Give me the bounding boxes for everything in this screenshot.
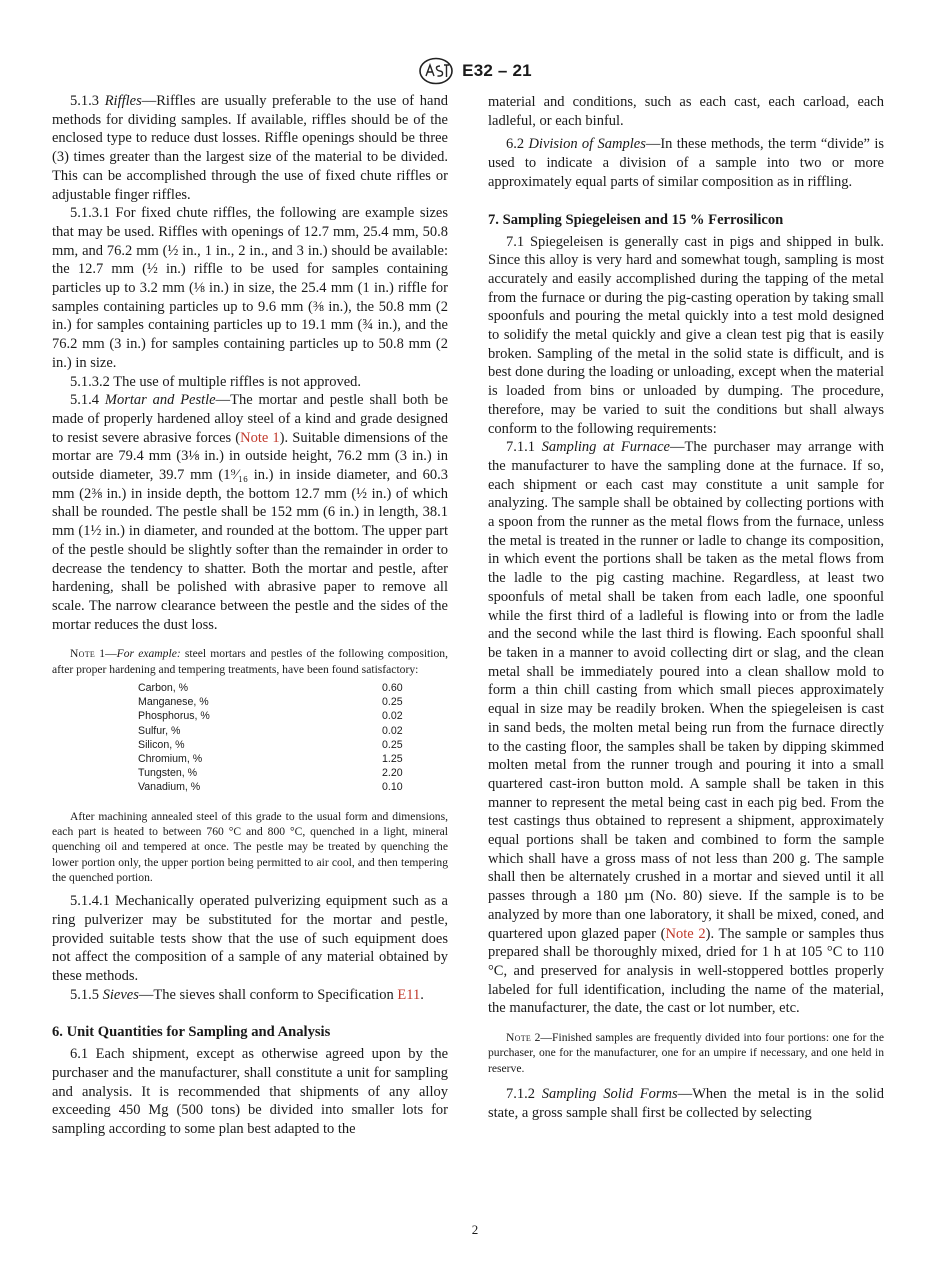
right-column (488, 93, 884, 1122)
table-row: Vanadium, % 0.10 (138, 781, 403, 794)
note-2-link[interactable]: Note 2 (665, 925, 706, 942)
table-row: Carbon, % 0.60 (138, 681, 403, 694)
page-header (0, 56, 950, 86)
section-5-1-4: 5.1.4 Mortar and Pestle—The mortar and pestle shall both be made of properly hardened alloy steel of a kind and grade designed to resist severe abrasive forces (Note 1). Suitable dimensions of the mortar are 79.4 mm (3⅛ in.) in outside height, 76.2 mm (3 in.) in outside diameter, 39.7 mm (1⁹⁄₁₆ in.) in inside diameter, and 60.3 mm (2⅜ in.) in inside depth, the bottom 12.7 mm (½ in.) of which shall be rounded. The pestle shall be 152 mm (6 in.) in length, 38.1 mm (1½ in.) in diameter, and rounded at the bottom. The upper part of the pestle should be slightly softer than the remainder in order to decrease the tendency to shatter. Both the mortar and pestle, after hardening, shall be polished with abrasive paper to remove all scale. The narrow clearance between the pestle and the sides of the mortar reduces the dust loss. (52, 392, 448, 633)
table-row: Manganese, % 0.25 (138, 696, 403, 709)
e11-link[interactable]: E11 (397, 986, 421, 1003)
table-row: Chromium, % 1.25 (138, 753, 403, 765)
note-1: Note 1—For example: steel mortars and pestles of the following composition, after proper hardening and tempering treatments, have been found satisfactory: (52, 647, 448, 676)
table-row: Sulfur, % 0.02 (138, 724, 403, 737)
section-7-1: 7.1 Spiegeleisen is generally cast in pigs and shipped in bulk. Since this alloy is very hard and somewhat tough, sampling is most accurately and easily accomplished during the tapping of the metal from the furnace or during the pig-casting operation by taking small spoonfuls and pouring the metal quickly into a test mold designed to solidify the metal quickly and give a clean test pig that is easily broken. Sampling of the metal in the solid state is difficult, and is best done during the loading or unloading, except when the material is loaded from bins or unloaded by dumping. The procedure, therefore, may be varied to suit the conditions but shall always conform to the following requirements: (488, 233, 884, 437)
section-6-1: 6.1 Each shipment, except as otherwise agreed upon by the purchaser and the manufacturer, shall constitute a unit for sampling and analysis. It is recommended that shipments of any alloy exceeding 450 Mg (500 tons) be divided into smaller lots for sampling according to some plan best adapted to the (52, 1046, 448, 1138)
astm-logo-icon (418, 57, 454, 85)
section-5-1-5: 5.1.5 Sieves—The sieves shall conform to Specification E11. (70, 986, 424, 1003)
section-7-heading: 7. Sampling Spiegeleisen and 15 % Ferrosilicon (488, 211, 784, 228)
table-row: Phosphorus, % 0.02 (138, 710, 403, 723)
section-6-1-continuation: material and conditions, such as each cast, each carload, each ladleful, or each binful. (488, 94, 884, 129)
table-row: Silicon, % 0.25 (138, 738, 403, 751)
section-5-1-3-1: 5.1.3.1 For fixed chute riffles, the following are example sizes that may be used. Riffles with openings of 12.7 mm, 25.4 mm, 50.8 mm, and 76.2 mm (½ in., 1 in., 2 in., and 3 in.) should be available: the 12.7 mm (½ in.) riffle to be used for samples containing particles up to 3.2 mm (⅛ in.) in size, the 25.4 mm (1 in.) riffle for samples containing particles up to 9.6 mm (⅜ in.), the 50.8 mm (2 in.) for samples containing particles up to 19.1 mm (¾ in.), and the 76.2 mm (3 in.) for samples containing particles up to 50.8 mm (2 in.) in size. (52, 205, 448, 371)
section-5-1-3-2: 5.1.3.2 The use of multiple riffles is not approved. (70, 373, 362, 390)
note-2: Note 2—Finished samples are frequently divided into four portions: one for the purchaser, one for the manufacturer, one for an umpire if necessary, and one held in reserve. (488, 1031, 884, 1075)
section-5-1-4-1: 5.1.4.1 Mechanically operated pulverizing equipment such as a ring pulverizer may be substituted for the mortar and pestle, provided suitable tests show that the use of such equipment does not affect the composition of a sample of any material obtained by these methods. (52, 893, 448, 984)
left-column (52, 92, 448, 1139)
section-7-1-1: 7.1.1 Sampling at Furnace—The purchaser may arrange with the manufacturer to have the sampling done at the furnace. If so, each shipment or each cast may constitute a unit sample for analyzing. The sample shall be obtained by collecting portions with a spoon from the runner as the metal flows from the furnace, unless the metal is treated in the runner or ladle to change its composition, in which event the portions shall be taken as the metal flows from the ladle to the pig casting machine. Regardless, at least two spoonfuls of metal shall be taken from each ladle, one spoonful while the first third of a ladleful is flowing into or from the ladle and the second while the last third is flowing. Each spoonful shall be taken in a manner to avoid collecting dirt or slag, and the clean metal shall be immediately poured into a clean shallow mold to form a thin chill casting from which small pieces approximately equal in size may be readily broken. When the spiegeleisen is cast in sand beds, the molten metal being run from the furnace directly to the casting floor, the samples shall be taken by dipping skimmed molten metal from the runner trough and pouring it into a small quartered cast-iron button mold. A sample shall be taken in this manner to represent the metal being cast in each pig bed. From the test castings thus obtained to represent a shipment, approximately equal portions shall be taken and combined to form the sample which shall have a gross mass of not less than 200 g. The sample shall then be alternately crushed in a mortar and sieved until it all passes through a 180 µm (No. 80) sieve. If the sample is to be analyzed by more than one laboratory, it shall be mixed, coned, and quartered upon glazed paper (Note 2). The sample or samples thus prepared shall be thoroughly mixed, dried for 1 h at 105 °C to 110 °C, and preserved for analysis in well-stoppered bottles properly labeled for full identification, including the name of the material, the manufacturer, the date, the cast or lot number, etc. (488, 439, 885, 1017)
note-1-link[interactable]: Note 1 (240, 429, 280, 446)
standard-designation: E32 – 21 (462, 61, 532, 80)
section-6-heading: 6. Unit Quantities for Sampling and Analysis (52, 1024, 331, 1041)
section-7-1-2: 7.1.2 Sampling Solid Forms—When the metal is in the solid state, a gross sample shall first be collected by selecting (488, 1085, 885, 1121)
note-1-continuation: After machining annealed steel of this grade to the usual form and dimensions, each part is heated to between 760 °C and 800 °C, quenched in a light, mineral quenching oil and tempered at once. The pestle may be treated by quenching the lower portion only, the upper portion being permitted to air cool, and then tempering the quenched portion. (52, 809, 448, 884)
section-6-2: 6.2 Division of Samples—In these methods, the term “divide” is used to indicate a division of a sample into two or more approximately equal parts of similar composition as in riffling. (488, 136, 884, 190)
composition-table (138, 681, 422, 795)
section-5-1-3: 5.1.3 Riffles—Riffles are usually preferable to the use of hand methods for dividing samples. If available, riffles should be of the enclosed type to reduce dust losses. Riffle openings should be three (3) times greater than the largest size of the material to be divided. This can be accomplished through the use of fixed chute riffles or adjustable finger riffles. (52, 93, 448, 203)
page-number: 2 (471, 1222, 479, 1237)
table-row: Tungsten, % 2.20 (138, 767, 403, 780)
